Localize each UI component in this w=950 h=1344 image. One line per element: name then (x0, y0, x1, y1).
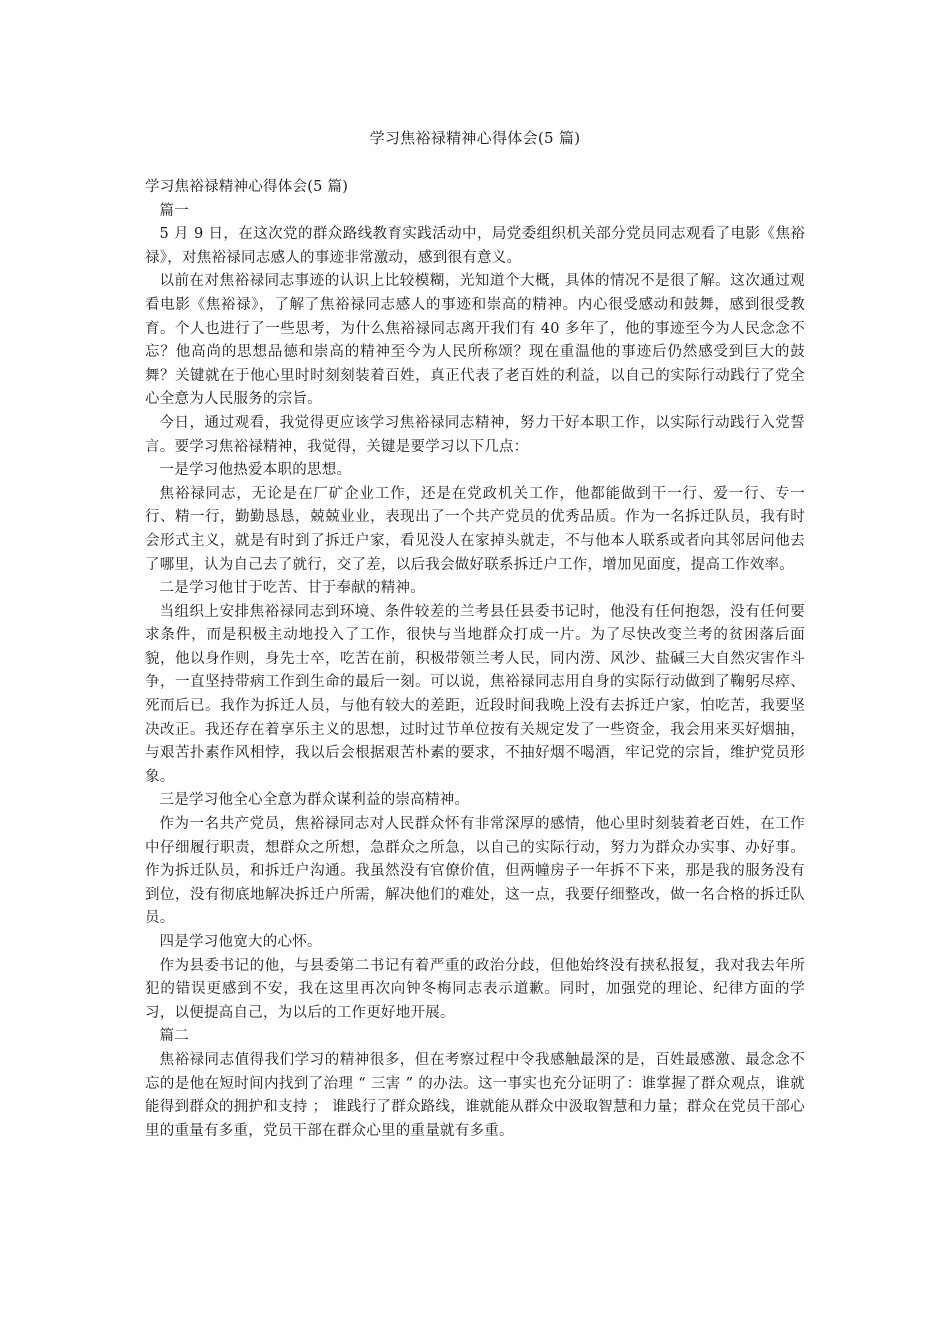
paragraph: 当组织上安排焦裕禄同志到环境、条件较差的兰考县任县委书记时，他没有任何抱怨，没有任何要求条件，而是积极主动地投入了工作，很快与当地群众打成一片。为了尽快改变兰考的贫困落后面貌，他以身作则，身先士卒，吃苦在前，积极带领兰考人民，同内涝、风沙、盐碱三大自然灾害作斗争，一直坚持带病工作到生命的最后一刻。可以说，焦裕禄同志用自身的实际行动做到了鞠躬尽瘁、死而后已。我作为拆迁人员，与他有较大的差距，近段时间我晚上没有去拆迁户家，怕吃苦，我要坚决改正。我还存在着享乐主义的思想，过时过节单位按有关规定发了一些资金，我会用来买好烟抽，与艰苦扑素作风相悖，我以后会根据艰苦朴素的要求，不抽好烟不喝酒，牢记党的宗旨，维护党员形象。 (145, 603, 805, 785)
section-heading: 篇一 (159, 202, 189, 219)
paragraph: 焦裕禄同志值得我们学习的精神很多，但在考察过程中令我感触最深的是，百姓最感激、最念念不忘的是他在短时间内找到了治理 “ 三害 ” 的办法。这一事实也充分证明了：谁掌握了群众观点，谁就能得到群众的拥护和支持 ； 谁践行了群众路线，谁就能从群众中汲取智慧和力量；群众在党员干部心里的重量有多重，党员干部在群众心里的重量就有多重。 (145, 1051, 805, 1139)
document-title: 学习焦裕禄精神心得体会(5 篇) (369, 129, 581, 147)
paragraph: 焦裕禄同志，无论是在厂矿企业工作，还是在党政机关工作，他都能做到干一行、爱一行、专一行、精一行，勤勤恳恳，兢兢业业，表现出了一个共产党员的优秀品质。作为一名拆迁队员，我有时会形式主义，就是有时到了拆迁户家，看见没人在家掉头就走，不与他本人联系或者向其邻居问他去了哪里，认为自己去了就行，交了差，以后我会做好联系拆迁户工作，增加见面度，提高工作效率。 (145, 485, 805, 573)
paragraph: 学习焦裕禄精神心得体会(5 篇) (145, 179, 349, 195)
document-body (145, 176, 805, 1143)
paragraph: 作为县委书记的他，与县委第二书记有着严重的政治分歧，但他始终没有挟私报复，我对我去年所犯的错误更感到不安，我在这里再次向钟冬梅同志表示道歉。同时，加强党的理论、纪律方面的学习，以便提高自己，为以后的工作更好地开展。 (145, 957, 805, 1021)
point-heading: 四是学习他宽大的心怀。 (159, 934, 322, 950)
paragraph: 5 月 9 日，在这次党的群众路线教育实践活动中，局党委组织机关部分党员同志观看了电影《焦裕禄》，对焦裕禄同志感人的事迹非常激动，感到很有意义。 (145, 226, 805, 266)
point-heading: 二是学习他甘于吃苦、甘于奉献的精神。 (159, 580, 425, 597)
point-heading: 三是学习他全心全意为群众谋利益的崇高精神。 (159, 792, 470, 809)
paragraph: 以前在对焦裕禄同志事迹的认识上比较模糊，光知道个大概，具体的情况不是很了解。这次通过观看电影《焦裕禄》，了解了焦裕禄同志感人的事迹和崇高的精神。内心很受感动和鼓舞，感到很受教育。个人也进行了一些思考，为什么焦裕禄同志离开我们有 40 多年了，他的事迹至今为人民念念不忘？他高尚的思想品德和崇高的精神至今为人民所称颂？现在重温他的事迹后仍然感受到巨大的鼓舞？关键就在于他心里时时刻刻装着百姓，真正代表了老百姓的利益，以自己的实际行动践行了党全心全意为人民服务的宗旨。 (145, 273, 805, 408)
paragraph: 今日，通过观看，我觉得更应该学习焦裕禄同志精神，努力干好本职工作，以实际行动践行入党誓言。要学习焦裕禄精神，我觉得，关键是要学习以下几点： (145, 414, 805, 455)
paragraph: 作为一名共产党员，焦裕禄同志对人民群众怀有非常深厚的感情，他心里时刻装着老百姓，在工作中仔细履行职责，想群众之所想，急群众之所急，以自己的实际行动，努力为群众办实事、办好事。作为拆迁队员，和拆迁户沟通。我虽然没有官僚价值，但两幢房子一年拆不下来，那是我的服务没有到位，没有彻底地解决拆迁户所需，解决他们的难处，这一点，我要仔细整改，做一名合格的拆迁队员。 (145, 816, 805, 927)
point-heading: 一是学习他热爱本职的思想。 (159, 462, 352, 479)
section-heading: 篇二 (159, 1028, 189, 1045)
